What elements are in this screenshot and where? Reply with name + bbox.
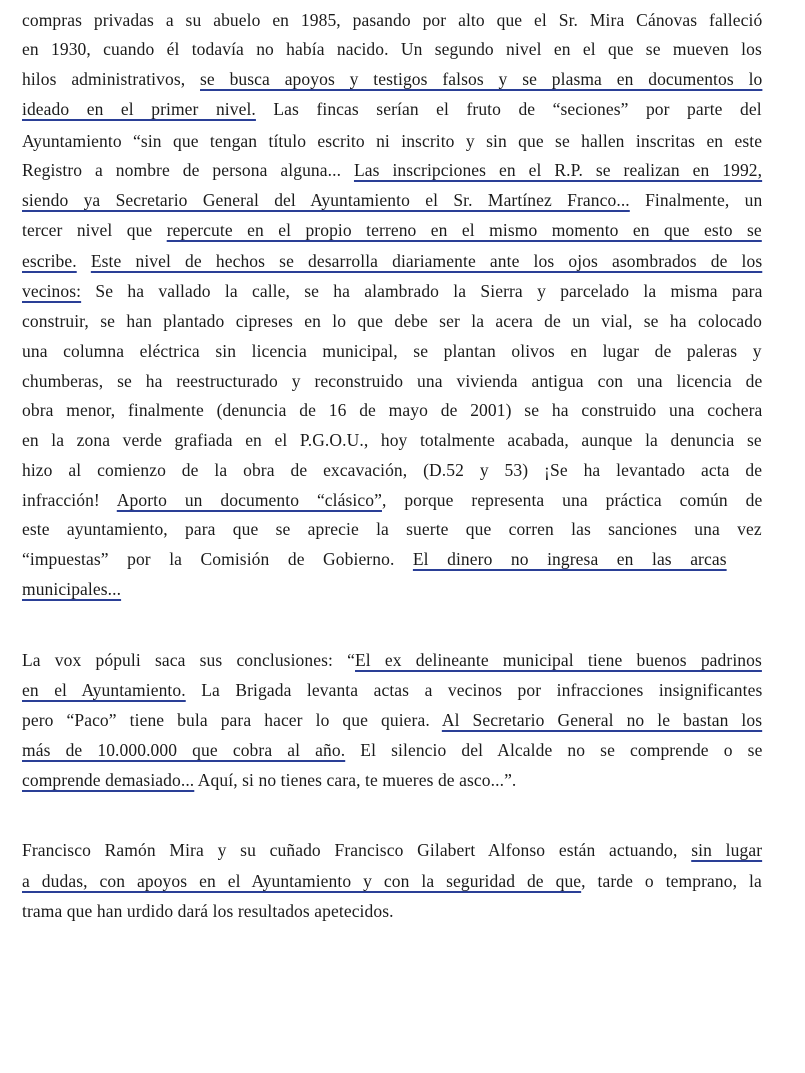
text-run: , tarde o temprano, la <box>581 871 762 891</box>
text-run: compras privadas a su abuelo en 1985, pasando por alto que el Sr. Mira Cánovas falleció <box>22 10 763 30</box>
underlined-text: Al Secretario General no le bastan los <box>441 710 763 730</box>
text-run: La Brigada levanta actas a vecinos por infracciones insignificantes <box>185 680 763 700</box>
text-run: trama que han urdido dará los resultados apetecidos. <box>22 901 394 921</box>
text-run: Finalmente, un <box>629 190 763 210</box>
text-run: hizo al comienzo de la obra de excavación, (D.52 y 53) ¡Se ha levantado acta de <box>22 460 763 480</box>
text-line <box>22 490 762 510</box>
text-line <box>22 39 762 59</box>
text-run: Ayuntamiento “sin que tengan título escrito ni inscrito y sin que se hallen inscritas en este <box>22 131 763 151</box>
text-line <box>22 650 762 670</box>
text-run: Francisco Ramón Mira y su cuñado Francisco Gilabert Alfonso están actuando, <box>22 840 692 860</box>
text-run: en la zona verde grafiada en el P.G.O.U., hoy totalmente acabada, aunque la denuncia se <box>22 430 762 450</box>
underlined-text: en el Ayuntamiento. <box>22 680 186 700</box>
text-line <box>22 549 727 569</box>
text-run: infracción! <box>22 490 117 510</box>
underlined-text: El ex delineante municipal tiene buenos padrinos <box>355 650 762 670</box>
underlined-text: a dudas, con apoyos en el Ayuntamiento y con la seguridad de que <box>22 871 582 891</box>
text-run: obra menor, finalmente (denuncia de 16 de mayo de 2001) se ha construido una cochera <box>22 400 763 420</box>
text-line <box>22 710 762 730</box>
text-run: , porque representa una práctica común de <box>381 490 763 510</box>
text-run: una columna eléctrica sin licencia municipal, se plantan olivos en lugar de paleras y <box>22 341 762 361</box>
text-run: hilos administrativos, <box>22 69 200 89</box>
text-line <box>22 251 762 271</box>
text-run: tercer nivel que <box>22 220 167 240</box>
text-line <box>22 10 762 30</box>
text-run: Aquí, si no tienes cara, te mueres de asco...”. <box>194 770 517 790</box>
underlined-text: Aporto un documento “clásico” <box>116 490 382 510</box>
text-line <box>22 160 762 180</box>
text-line <box>22 99 762 119</box>
underlined-text: municipales... <box>22 579 122 599</box>
underlined-text: sin lugar <box>691 840 763 860</box>
text-line <box>22 69 762 89</box>
underlined-text: ideado en el primer nivel. <box>22 99 256 119</box>
underlined-text: vecinos: <box>22 281 82 301</box>
underlined-text: se busca apoyos y testigos falsos y se plasma en documentos lo <box>200 69 763 89</box>
text-line <box>22 220 762 240</box>
text-line <box>22 740 762 760</box>
text-line <box>22 281 762 301</box>
text-run <box>77 251 91 271</box>
underlined-text: siendo ya Secretario General del Ayuntamiento el Sr. Martínez Franco... <box>22 190 630 210</box>
text-line <box>22 901 394 921</box>
underlined-text: escribe. <box>22 251 77 271</box>
text-line <box>22 770 516 790</box>
text-run: este ayuntamiento, para que se aprecie la suerte que corren las sanciones una vez <box>22 519 762 539</box>
text-run: chumberas, se ha reestructurado y reconstruido una vivienda antigua con una licencia de <box>22 371 763 391</box>
text-line <box>22 579 121 599</box>
text-line <box>22 680 762 700</box>
text-run: construir, se han plantado cipreses en lo que debe ser la acera de un vial, se ha colocado <box>22 311 762 331</box>
underlined-text: repercute en el propio terreno en el mismo momento en que esto se <box>166 220 762 240</box>
underlined-text: más de 10.000.000 que cobra al año. <box>22 740 346 760</box>
text-run: El silencio del Alcalde no se comprende o se <box>345 740 763 760</box>
text-run: en 1930, cuando él todavía no había nacido. Un segundo nivel en el que se mueven los <box>22 39 762 59</box>
text-run: La vox pópuli saca sus conclusiones: “ <box>22 650 356 670</box>
underlined-text: El dinero no ingresa en las arcas <box>412 549 727 569</box>
text-line <box>22 131 762 151</box>
text-line <box>22 371 762 391</box>
underlined-text: Este nivel de hechos se desarrolla diariamente ante los ojos asombrados de los <box>90 251 763 271</box>
text-run: Registro a nombre de persona alguna... <box>22 160 354 180</box>
underlined-text: comprende demasiado... <box>22 770 195 790</box>
text-line <box>22 519 762 539</box>
underlined-text: Las inscripciones en el R.P. se realizan en 1992, <box>353 160 763 180</box>
text-run: “impuestas” por la Comisión de Gobierno. <box>22 549 413 569</box>
text-line <box>22 430 762 450</box>
text-line <box>22 871 762 891</box>
text-line <box>22 400 762 420</box>
text-run: Se ha vallado la calle, se ha alambrado la Sierra y parcelado la misma para <box>81 281 763 301</box>
text-line <box>22 190 762 210</box>
text-line <box>22 840 762 860</box>
text-line <box>22 341 762 361</box>
text-run: pero “Paco” tiene bula para hacer lo que quiera. <box>22 710 442 730</box>
text-line <box>22 460 762 480</box>
text-run: Las fincas serían el fruto de “seciones” por parte del <box>255 99 762 119</box>
text-line <box>22 311 762 331</box>
